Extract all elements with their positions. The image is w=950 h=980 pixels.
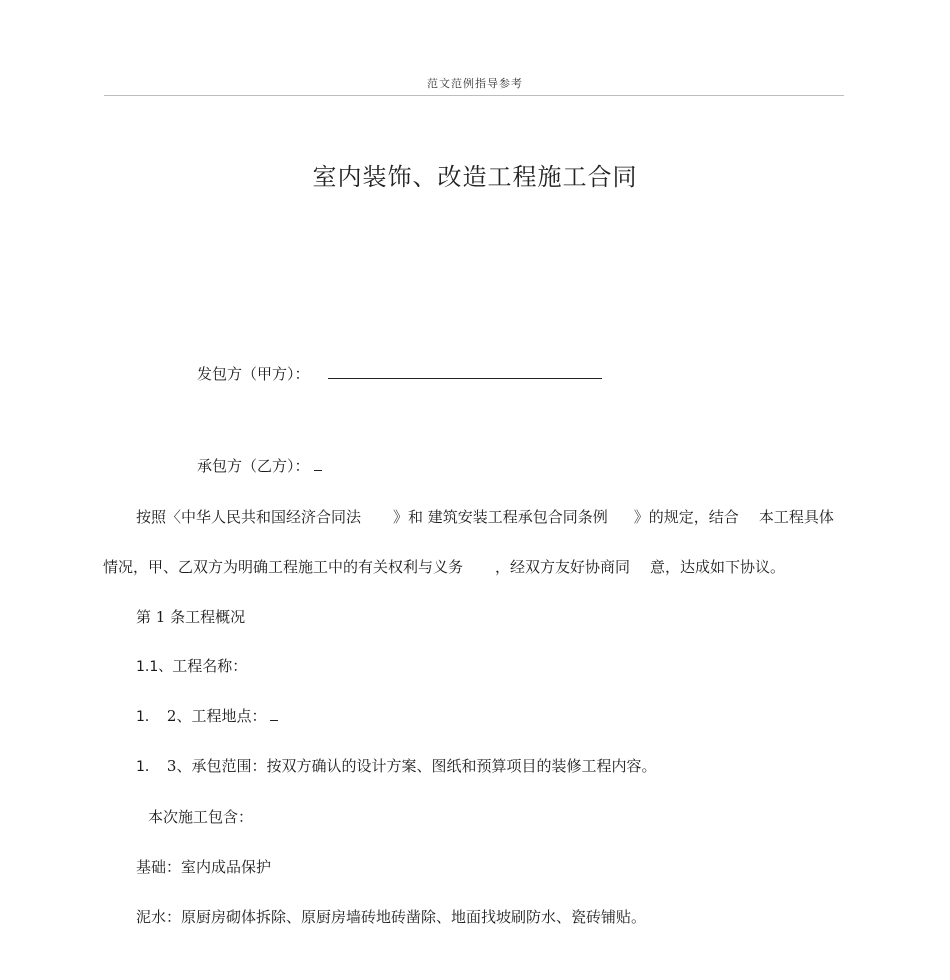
item-text: 3、承包范围：按双方确认的设计方案、图纸和预算项目的装修工程内容。: [166, 757, 657, 775]
item-text: 工程名称：: [172, 657, 248, 675]
item-1-2-blank[interactable]: [270, 719, 278, 721]
scope-basic: 基础：室内成品保护: [136, 858, 272, 876]
preamble-line-2: [103, 556, 785, 577]
item-number: 1．: [136, 759, 159, 775]
preamble-text: 本工程具体: [758, 508, 834, 526]
party-b-line: [197, 455, 322, 476]
scope-intro: 本次施工包含：: [148, 808, 254, 826]
item-1-2: [136, 705, 278, 726]
item-1-3: [136, 755, 656, 776]
preamble-line-1: [136, 506, 834, 527]
item-1-1: [136, 655, 247, 676]
header-divider: [104, 95, 844, 96]
party-a-label: 发包方（甲方）：: [197, 365, 310, 383]
page-header: 范文范例指导参考: [427, 77, 523, 90]
preamble-text: 意，达成如下协议。: [650, 558, 786, 576]
item-number: 1．: [136, 709, 159, 725]
party-a-blank[interactable]: [328, 377, 602, 379]
document-title: 室内装饰、改造工程施工合同: [312, 163, 638, 191]
preamble-text: 》的规定，结合: [633, 508, 739, 526]
article-1-heading: 第 1 条工程概况: [136, 608, 246, 626]
item-text: 2、工程地点：: [166, 707, 267, 725]
party-b-label: 承包方（乙方）：: [197, 457, 310, 475]
preamble-text: 》和 建筑安装工程承包合同条例: [393, 508, 608, 526]
preamble-text: ，经双方友好协商同: [495, 558, 631, 576]
item-number: 1.1、: [136, 659, 173, 675]
preamble-text: 按照〈中华人民共和国经济合同法: [136, 508, 362, 526]
party-b-blank[interactable]: [314, 469, 322, 471]
scope-masonry: 泥水：原厨房砌体拆除、原厨房墙砖地砖凿除、地面找坡刷防水、瓷砖铺贴。: [136, 908, 647, 926]
preamble-text: 情况，甲、乙双方为明确工程施工中的有关权利与义务: [103, 558, 464, 576]
party-a-line: [197, 363, 602, 384]
